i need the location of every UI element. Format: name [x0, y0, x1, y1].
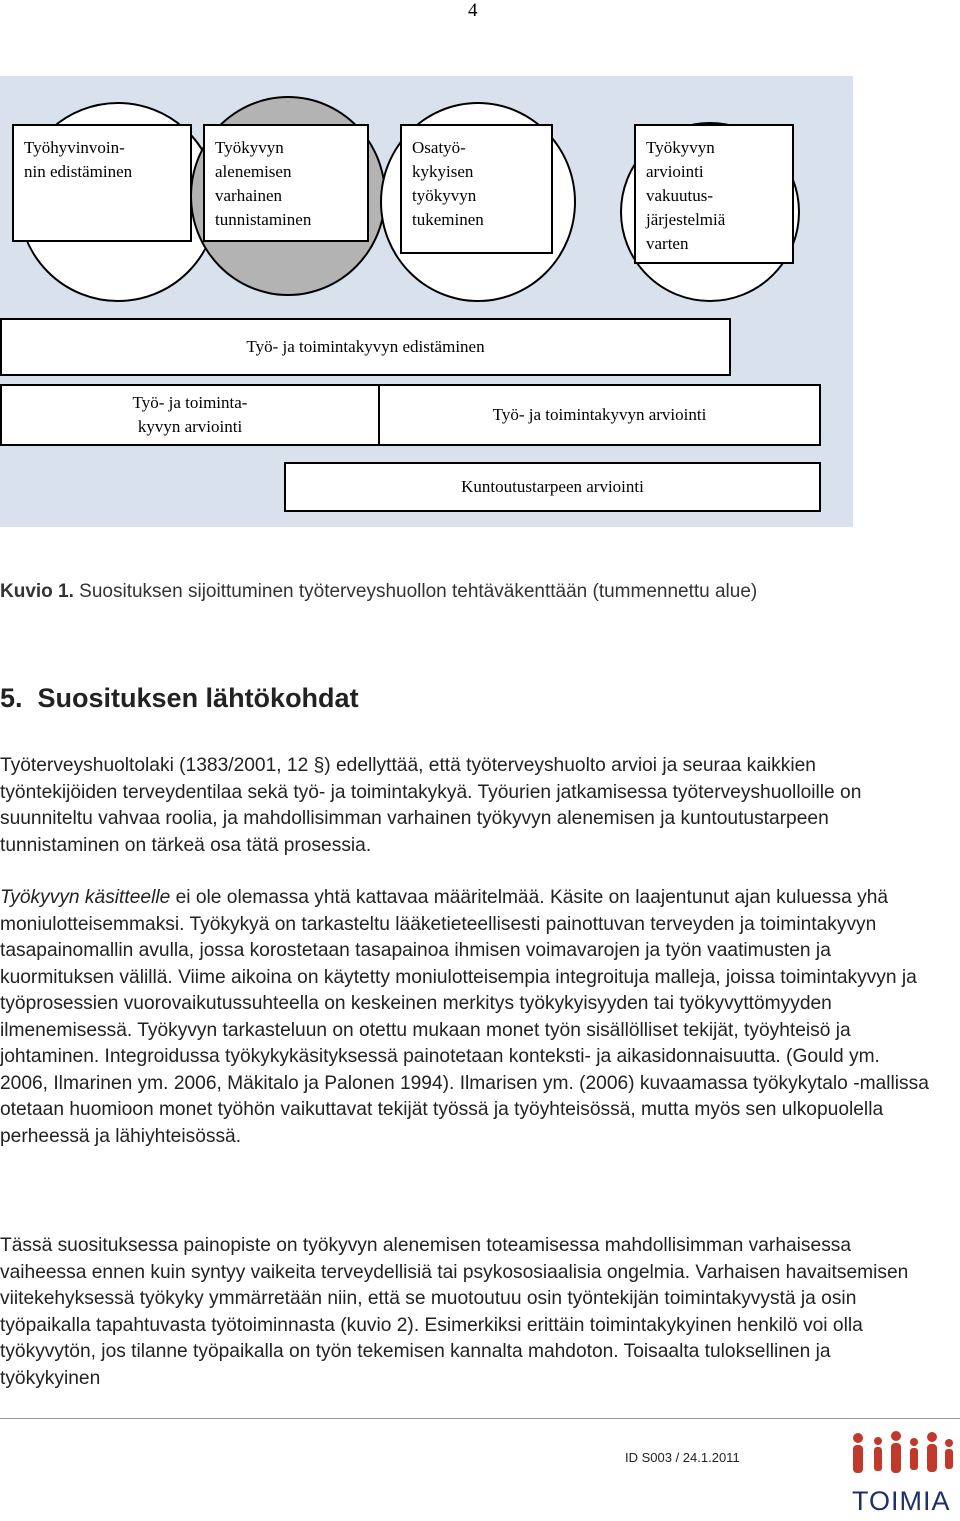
label-line: järjestelmiä — [646, 210, 726, 229]
paragraph-text — [0, 885, 930, 1150]
row-edistaminen — [0, 318, 731, 376]
page-number: 4 — [468, 0, 478, 21]
paragraph-3 — [0, 1233, 930, 1392]
label-line: Työkyvyn — [215, 138, 284, 157]
row-label: Kuntoutustarpeen arviointi — [461, 477, 644, 496]
label-line: varhainen — [215, 186, 283, 205]
label-line: vakuutus- — [646, 186, 714, 205]
row-label: Työ- ja toimintakyvyn edistäminen — [246, 337, 485, 356]
caption-text: Suosituksen sijoittuminen työterveyshuollon tehtäväkenttään (tummennettu alue) — [73, 581, 758, 602]
document-id: ID S003 / 24.1.2011 — [625, 1450, 740, 1465]
paragraph-text: Tässä suosituksessa painopiste on työkyvyn alenemisen toteamisessa mahdollisimman varhaisessa vaiheessa ennen kuin syntyy vaikeita terveydellisiä tai psykososiaalisia ongelmia. Varhaisen havaitsemisen viitekehyksessä työkyky ymmärretään niin, että se muotoutuu osin työntekijän toimintakyvystä ja osin työpaikalla tapahtuvasta työtoiminnasta (kuvio 2). Esimerkiksi erittäin toimintakykyinen henkilö voi olla työkyvytön, jos tilanne työpaikalla on työn tekemisen kannalta mahdoton. Toisaalta tuloksellinen ja työkykyinen — [0, 1235, 909, 1389]
section-heading: 5. Suosituksen lähtökohdat — [0, 683, 359, 713]
row-kuntoutus — [284, 462, 821, 512]
label-line: työkyvyn — [412, 186, 477, 205]
paragraph-1 — [0, 753, 930, 859]
label-line: Osatyö- — [412, 138, 466, 157]
row-arviointi-left — [0, 384, 380, 446]
label-line: tukeminen — [412, 210, 484, 229]
circle-label-4 — [634, 124, 794, 264]
toimia-people-logo-icon — [848, 1428, 956, 1486]
paragraph-rest: ei ole olemassa yhtä kattavaa määritelmää. Käsite on laajentunut ajan kuluessa yhä moniulotteisemmaksi. Työkykyä on tarkasteltu lääketieteellisesti painottuvan terveyden ja toimintakyvyn tasapainomallin avulla, jossa korostetaan tasapainoa ihmisen voimavarojen ja työn vaatimusten ja kuormituksen välillä. Viime aikoina on käytetty moniulotteisempia integroituja malleja, joissa toimintakyvyn ja työprosessien vuorovaikutussuhteella on keskeinen merkitys työkykyisyyden tai työkyvyttömyyden ilmenemisessä. Työkyvyn tarkasteluun on otettu mukaan monet työn sisällölliset tekijät, työyhteisö ja johtaminen. Integroidussa työkykykäsityksessä painotetaan konteksti- ja aikasidonnaisuutta. (Gould ym. 2006, Ilmarinen ym. 2006, Mäkitalo ja Palonen 1994). Ilmarisen ym. (2006) kuvaamassa työkykytalo -mallissa otetaan huomioon monet työhön vaikuttavat tekijät työssä ja työyhteisössä, mutta myös sen ulkopuolella perheessä ja lähiyhteisössä. — [0, 887, 929, 1147]
circle-label-1 — [12, 124, 192, 242]
toimia-logo-text: TOIMIA — [852, 1486, 951, 1516]
diagram-figure — [0, 76, 853, 527]
label-line: Työkyvyn — [646, 138, 715, 157]
label-line: kykyisen — [412, 162, 474, 181]
label-line: kyvyn arviointi — [137, 417, 243, 436]
circle-label-3 — [400, 124, 553, 254]
label-line: Työhyvinvoin- — [24, 138, 125, 157]
footer-divider — [0, 1418, 960, 1419]
label-line: Työ- ja toiminta- — [132, 393, 248, 412]
figure-caption — [0, 581, 757, 603]
label-line: tunnistaminen — [215, 210, 312, 229]
row-arviointi-right — [378, 384, 821, 446]
italic-term: Työkyvyn käsitteelle — [0, 887, 171, 908]
row-label: Työ- ja toimintakyvyn arviointi — [492, 405, 707, 424]
label-line: nin edistäminen — [24, 162, 133, 181]
label-line: arviointi — [646, 162, 704, 181]
caption-label: Kuvio 1. — [0, 581, 74, 602]
circle-label-2 — [203, 124, 369, 242]
label-line: alenemisen — [215, 162, 292, 181]
paragraph-2 — [0, 885, 930, 1150]
paragraph-text: Työterveyshuoltolaki (1383/2001, 12 §) edellyttää, että työterveyshuolto arvioi ja seuraa kaikkien työntekijöiden terveydentilaa sekä työ- ja toimintakykyä. Työurien jatkamisessa työterveyshuolloille on suunniteltu vahvaa roolia, ja mahdollisimman varhainen työkyvyn alenemisen ja kuntoutustarpeen tunnistaminen on tärkeä osa tätä prosessia. — [0, 755, 862, 856]
label-line: varten — [646, 234, 689, 253]
